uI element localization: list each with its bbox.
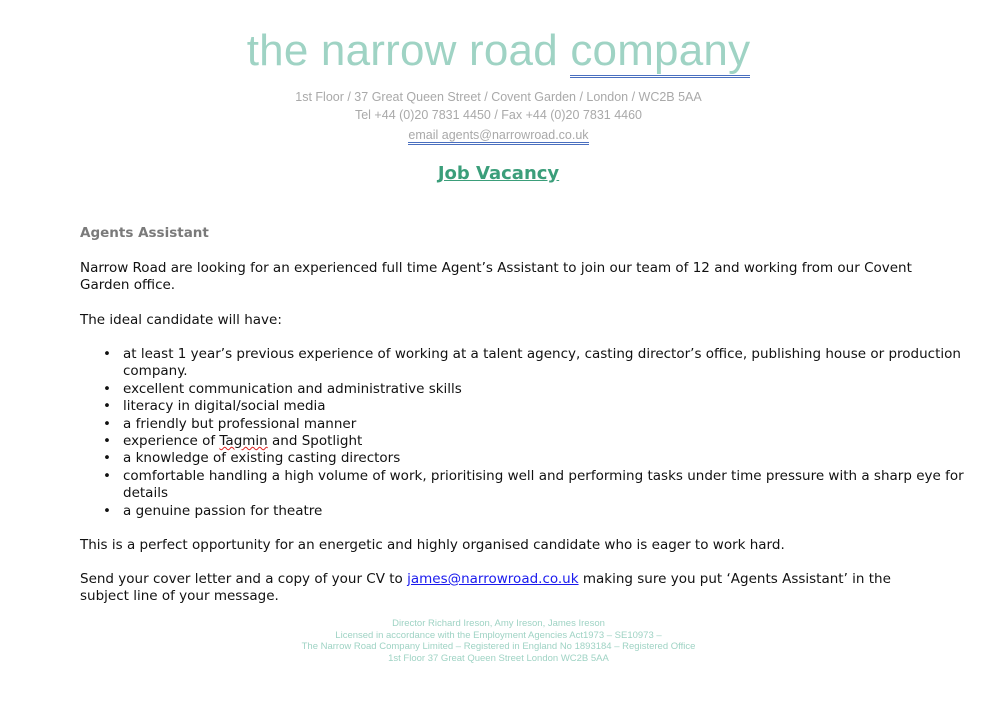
list-item: • a friendly but professional manner <box>123 416 983 433</box>
list-item-text: experience of <box>123 433 220 450</box>
ideal-candidate-intro: The ideal candidate will have: <box>80 312 282 328</box>
footer-license: Licensed in accordance with the Employment Agencies Act1973 – SE10973 – <box>335 629 662 641</box>
email-link[interactable]: email agents@narrowroad.co.uk <box>408 128 588 145</box>
job-vacancy-title: Job Vacancy <box>437 163 560 184</box>
phone-line: Tel +44 (0)20 7831 4450 / Fax +44 (0)20 7831 4460 <box>354 108 643 122</box>
logo-text-underlined: company <box>570 26 750 78</box>
footer-address: 1st Floor 37 Great Queen Street London WC2B 5AA <box>388 652 609 664</box>
opportunity-paragraph: This is a perfect opportunity for an energetic and highly organised candidate who is eager to work hard. <box>80 537 785 553</box>
list-item-text: and Spotlight <box>267 433 363 450</box>
footer <box>0 618 997 664</box>
list-item: • literacy in digital/social media <box>123 398 983 415</box>
list-item: • excellent communication and administrative skills <box>123 381 983 398</box>
list-item <box>123 433 983 450</box>
address-line: 1st Floor / 37 Great Queen Street / Covent Garden / London / WC2B 5AA <box>295 90 702 104</box>
email-line[interactable] <box>0 126 997 144</box>
intro-paragraph: Narrow Road are looking for an experienced full time Agent’s Assistant to join our team of 12 and working from our Covent Garden office. <box>80 260 912 294</box>
list-item: • a genuine passion for theatre <box>123 503 983 520</box>
misspelled-word: Tagmin <box>219 433 268 450</box>
list-item: • comfortable handling a high volume of work, prioritising well and performing tasks under time pressure with a sharp eye for details <box>123 468 983 503</box>
requirements-list <box>80 346 983 520</box>
apply-paragraph <box>80 571 930 606</box>
apply-email-link[interactable]: james@narrowroad.co.uk <box>407 571 579 587</box>
apply-text-after: making sure you put ‘Agents Assistant’ in the subject line of your message. <box>80 571 891 605</box>
position-heading: Agents Assistant <box>80 225 209 241</box>
logo-text-main: the narrow road <box>246 26 571 75</box>
footer-directors: Director Richard Ireson, Amy Ireson, James Ireson <box>392 618 605 629</box>
company-logo <box>0 24 997 78</box>
list-item: • at least 1 year’s previous experience of working at a talent agency, casting director’s office, publishing house or production company. <box>123 346 983 381</box>
list-item: • a knowledge of existing casting directors <box>123 450 983 467</box>
footer-registration: The Narrow Road Company Limited – Registered in England No 1893184 – Registered Office <box>301 641 696 652</box>
apply-text-before: Send your cover letter and a copy of your CV to <box>80 571 408 587</box>
